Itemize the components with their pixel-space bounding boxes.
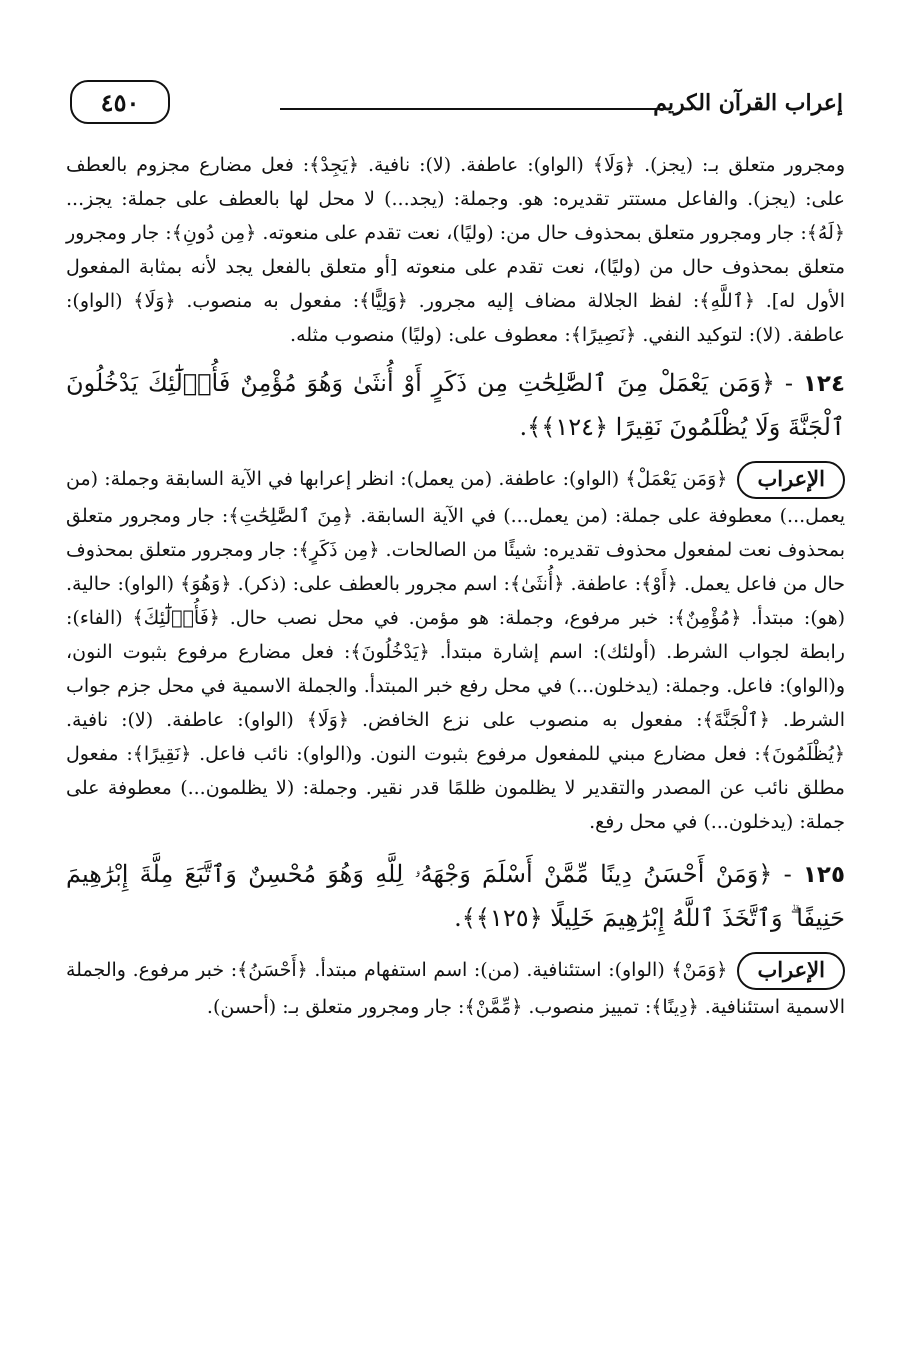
verse-125: ١٢٥ - ﴿وَمَنْ أَحْسَنُ دِينًا مِّمَّنْ أَسْلَمَ وَجْهَهُۥ لِلَّهِ وَهُوَ مُحْسِنٌ وَٱتَّبَعَ مِلَّةَ إِبْرَٰهِيمَ حَنِيفًا ۗ وَٱتَّخَذَ ٱللَّهُ إِبْرَٰهِيمَ خَلِيلًا ﴿١٢٥﴾﴾. (66, 860, 846, 932)
verse-124: ١٢٤ - ﴿وَمَن يَعْمَلْ مِنَ ٱلصَّٰلِحَٰتِ مِن ذَكَرٍ أَوْ أُنثَىٰ وَهُوَ مُؤْمِنٌ فَأُو۟لَٰٓئِكَ يَدْخُلُونَ ٱلْجَنَّةَ وَلَا يُظْلَمُونَ نَقِيرًا ﴿١٢٤﴾﴾. (66, 369, 845, 441)
verse-number: ١٢٥ (802, 862, 846, 888)
verse-text: ﴿وَمَن يَعْمَلْ مِنَ ٱلصَّٰلِحَٰتِ مِن ذَكَرٍ أَوْ أُنثَىٰ وَهُوَ مُؤْمِنٌ فَأُو۟لَٰٓئِكَ يَدْخُلُونَ ٱلْجَنَّةَ وَلَا يُظْلَمُونَ نَقِيرًا ﴿١٢٤﴾﴾. (66, 369, 845, 441)
i3rab-text: ﴿وَمَن يَعْمَلْ﴾ (الواو): عاطفة. (من يعمل): انظر إعرابها في الآية السابقة وجملة: (من يعمل...) معطوفة على جملة: (من يعمل...) في الآية السابقة. ﴿مِنَ ٱلصَّٰلِحَٰتِ﴾: جار ومجرور متعلق بمحذوف نعت لمفعول محذوف تقديره: شيئًا من الصالحات. ﴿مِن ذَكَرٍ﴾: جار ومجرور متعلق بمحذوف حال من فاعل يعمل. ﴿أَوْ﴾: عاطفة. ﴿أُنثَىٰ﴾: اسم مجرور بالعطف على: (ذكر). ﴿وَهُوَ﴾ (الواو): حالية. (هو): مبتدأ. ﴿مُؤْمِنٌ﴾: خبر مرفوع، وجملة: هو مؤمن. في محل نصب حال. ﴿فَأُو۟لَٰٓئِكَ﴾ (الفاء): رابطة لجواب الشرط. (أولئك): اسم إشارة مبتدأ. ﴿يَدْخُلُونَ﴾: فعل مضارع مرفوع بثبوت النون، و(الواو): فاعل. وجملة: (يدخلون...) في محل رفع خبر المبتدأ. والجملة الاسمية في محل جزم جواب الشرط. ﴿ٱلْجَنَّةَ﴾: مفعول به منصوب على نزع الخافض. ﴿وَلَا﴾ (الواو): عاطفة. (لا): نافية. ﴿يُظْلَمُونَ﴾: فعل مضارع مبني للمفعول مرفوع بثبوت النون. و(الواو): نائب فاعل. ﴿نَقِيرًا﴾: مفعول مطلق نائب عن المصدر والتقدير لا يظلمون ظلمًا قدر نقير. وجملة: (لا يظلمون...) معطوفة على جملة: (يدخلون...) في محل رفع. (66, 468, 845, 833)
i3rab-text: ﴿وَمَنْ﴾ (الواو): استئنافية. (من): اسم استفهام مبتدأ. ﴿أَحْسَنُ﴾: خبر مرفوع. والجملة الاسمية استئنافية. ﴿دِينًا﴾: تمييز منصوب. ﴿مِّمَّنْ﴾: جار ومجرور متعلق بـ: (أحسن). (66, 959, 845, 1018)
verse-number: ١٢٤ (802, 371, 845, 397)
i3rab-label: الإعراب (737, 952, 845, 990)
page-number: ٤٥٠ (70, 80, 170, 124)
i3rab-paragraph-124 (66, 461, 845, 839)
header-rule (280, 108, 670, 110)
verse-text: ﴿وَمَنْ أَحْسَنُ دِينًا مِّمَّنْ أَسْلَمَ وَجْهَهُۥ لِلَّهِ وَهُوَ مُحْسِنٌ وَٱتَّبَعَ مِلَّةَ إِبْرَٰهِيمَ حَنِيفًا ۗ وَٱتَّخَذَ ٱللَّهُ إِبْرَٰهِيمَ خَلِيلًا ﴿١٢٥﴾﴾. (66, 860, 845, 932)
book-title: إعراب القرآن الكريم (653, 90, 843, 116)
page-header (70, 76, 843, 128)
i3rab-label: الإعراب (737, 461, 845, 499)
page-content (66, 148, 845, 1024)
spacer (66, 839, 845, 843)
i3rab-paragraph-125 (66, 952, 845, 1024)
continuation-paragraph: ومجرور متعلق بـ: (يجز). ﴿وَلَا﴾ (الواو): عاطفة. (لا): نافية. ﴿يَجِدْ﴾: فعل مضارع مجزوم بالعطف على: (يجز). والفاعل مستتر تقديره: هو. وجملة: (يجد...) لا محل لها بالعطف على جملة: يجز... ﴿لَهُ﴾: جار ومجرور متعلق بمحذوف حال من: (وليًا)، نعت تقدم على منعوته. ﴿مِن دُونِ﴾: جار ومجرور متعلق بمحذوف حال من (وليًا)، نعت تقدم على منعوته [أو متعلق بالفعل يجد لأنه بمثابة المفعول الأول له]. ﴿ٱللَّهِ﴾: لفظ الجلالة مضاف إليه مجرور. ﴿وَلِيًّا﴾: مفعول به منصوب. ﴿وَلَا﴾ (الواو): عاطفة. (لا): لتوكيد النفي. ﴿نَصِيرًا﴾: معطوف على: (وليًا) منصوب مثله. (66, 154, 845, 346)
